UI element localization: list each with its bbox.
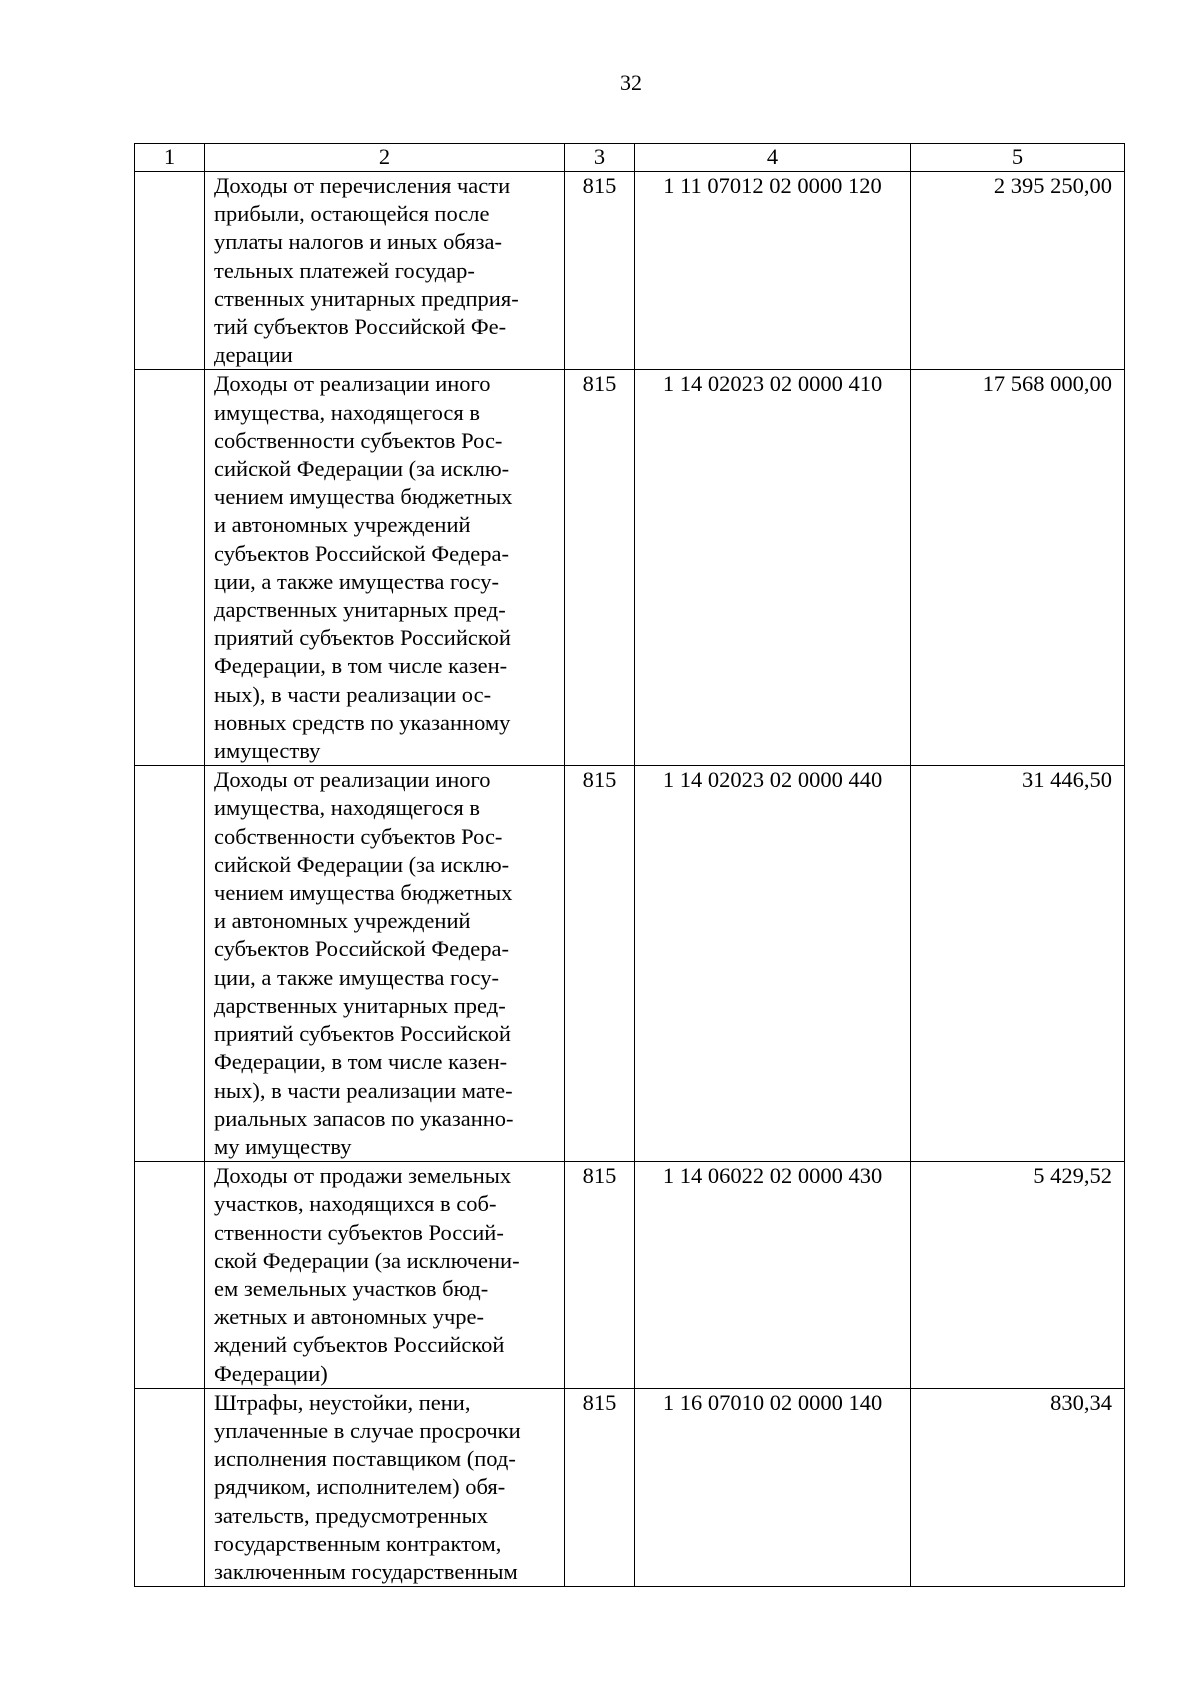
- revenue-name-line: чением имущества бюджетных: [214, 484, 513, 510]
- column-number-2: 2: [205, 144, 565, 172]
- revenue-name-line: ных), в части реализации ос-: [214, 681, 492, 707]
- page-number: 32: [620, 70, 642, 95]
- revenue-name-cell: [205, 1388, 565, 1586]
- revenue-name-line: исполнения поставщиком (под-: [214, 1446, 516, 1472]
- revenue-name-line: уплаты налогов и иных обяза-: [214, 229, 502, 255]
- row-number-cell: [135, 172, 205, 370]
- revenue-name-line: и автономных учреждений: [214, 908, 471, 934]
- revenue-name-line: сийской Федерации (за исклю-: [214, 456, 510, 482]
- table-row: [135, 766, 1125, 1162]
- revenue-name-cell: [205, 1162, 565, 1389]
- table-row: [135, 370, 1125, 766]
- revenue-name-line: ем земельных участков бюд-: [214, 1275, 489, 1301]
- amount-cell: 31 446,50: [911, 766, 1125, 1162]
- revenue-name-line: Доходы от реализации иного: [214, 371, 491, 397]
- revenue-name-line: жетных и автономных учре-: [214, 1304, 485, 1330]
- revenue-name-line: риальных запасов по указанно-: [214, 1105, 514, 1131]
- revenue-name-line: ждений субъектов Российской: [214, 1332, 505, 1358]
- revenue-name-cell: [205, 766, 565, 1162]
- revenue-name-line: субъектов Российской Федера-: [214, 540, 509, 566]
- revenue-table: [134, 143, 1125, 1587]
- column-number-row: [135, 144, 1125, 172]
- revenue-name-line: приятий субъектов Российской: [214, 1021, 511, 1047]
- admin-code-cell: 815: [565, 172, 635, 370]
- revenue-name-line: имуществу: [214, 738, 321, 764]
- table-row: [135, 1162, 1125, 1389]
- revenue-name-line: дарственных унитарных пред-: [214, 992, 506, 1018]
- revenue-name-line: Доходы от продажи земельных: [214, 1163, 512, 1189]
- revenue-name-line: ции, а также имущества госу-: [214, 568, 499, 594]
- revenue-name-line: приятий субъектов Российской: [214, 625, 511, 651]
- budget-code-cell: 1 14 02023 02 0000 440: [635, 766, 911, 1162]
- budget-code-cell: 1 14 06022 02 0000 430: [635, 1162, 911, 1389]
- revenue-name-line: рядчиком, исполнителем) обя-: [214, 1474, 506, 1500]
- revenue-name-line: ции, а также имущества госу-: [214, 964, 499, 990]
- revenue-name-line: новных средств по указанному: [214, 709, 511, 735]
- row-number-cell: [135, 766, 205, 1162]
- table-row: [135, 1388, 1125, 1586]
- revenue-name-line: му имуществу: [214, 1133, 352, 1159]
- column-number-1: 1: [135, 144, 205, 172]
- revenue-name-line: тий субъектов Российской Фе-: [214, 314, 507, 340]
- revenue-name-line: и автономных учреждений: [214, 512, 471, 538]
- row-number-cell: [135, 1388, 205, 1586]
- revenue-name-line: уплаченные в случае просрочки: [214, 1417, 521, 1443]
- column-number-5: 5: [911, 144, 1125, 172]
- revenue-name-line: имущества, находящегося в: [214, 795, 480, 821]
- revenue-name-line: Федерации): [214, 1360, 328, 1386]
- revenue-name-line: Штрафы, неустойки, пени,: [214, 1389, 471, 1415]
- revenue-name-line: зательств, предусмотренных: [214, 1502, 488, 1528]
- table-row: [135, 172, 1125, 370]
- admin-code-cell: 815: [565, 1388, 635, 1586]
- amount-cell: 5 429,52: [911, 1162, 1125, 1389]
- revenue-name-line: дерации: [214, 342, 293, 368]
- revenue-name-line: собственности субъектов Рос-: [214, 427, 503, 453]
- amount-cell: 830,34: [911, 1388, 1125, 1586]
- revenue-name-line: участков, находящихся в соб-: [214, 1191, 497, 1217]
- revenue-name-line: сийской Федерации (за исклю-: [214, 851, 510, 877]
- revenue-name-line: субъектов Российской Федера-: [214, 936, 509, 962]
- revenue-name-line: чением имущества бюджетных: [214, 880, 513, 906]
- revenue-name-line: Доходы от реализации иного: [214, 767, 491, 793]
- revenue-name-line: заключенным государственным: [214, 1558, 518, 1584]
- revenue-name-line: собственности субъектов Рос-: [214, 823, 503, 849]
- amount-cell: 17 568 000,00: [911, 370, 1125, 766]
- revenue-name-line: имущества, находящегося в: [214, 399, 480, 425]
- budget-code-cell: 1 11 07012 02 0000 120: [635, 172, 911, 370]
- row-number-cell: [135, 370, 205, 766]
- revenue-name-line: прибыли, остающейся после: [214, 201, 490, 227]
- revenue-name-line: государственным контрактом,: [214, 1530, 502, 1556]
- table-body: [135, 144, 1125, 1587]
- budget-code-cell: 1 16 07010 02 0000 140: [635, 1388, 911, 1586]
- revenue-name-cell: [205, 172, 565, 370]
- revenue-name-line: Доходы от перечисления части: [214, 173, 511, 198]
- revenue-name-line: тельных платежей государ-: [214, 257, 475, 283]
- revenue-name-line: ных), в части реализации мате-: [214, 1077, 513, 1103]
- admin-code-cell: 815: [565, 370, 635, 766]
- revenue-name-line: ственных унитарных предприя-: [214, 285, 519, 311]
- column-number-3: 3: [565, 144, 635, 172]
- row-number-cell: [135, 1162, 205, 1389]
- admin-code-cell: 815: [565, 766, 635, 1162]
- revenue-name-line: дарственных унитарных пред-: [214, 597, 506, 623]
- revenue-name-line: Федерации, в том числе казен-: [214, 653, 508, 679]
- revenue-name-line: Федерации, в том числе казен-: [214, 1049, 508, 1075]
- amount-cell: 2 395 250,00: [911, 172, 1125, 370]
- column-number-4: 4: [635, 144, 911, 172]
- budget-code-cell: 1 14 02023 02 0000 410: [635, 370, 911, 766]
- admin-code-cell: 815: [565, 1162, 635, 1389]
- revenue-name-line: ской Федерации (за исключени-: [214, 1247, 520, 1273]
- revenue-name-cell: [205, 370, 565, 766]
- revenue-name-line: ственности субъектов Россий-: [214, 1219, 504, 1245]
